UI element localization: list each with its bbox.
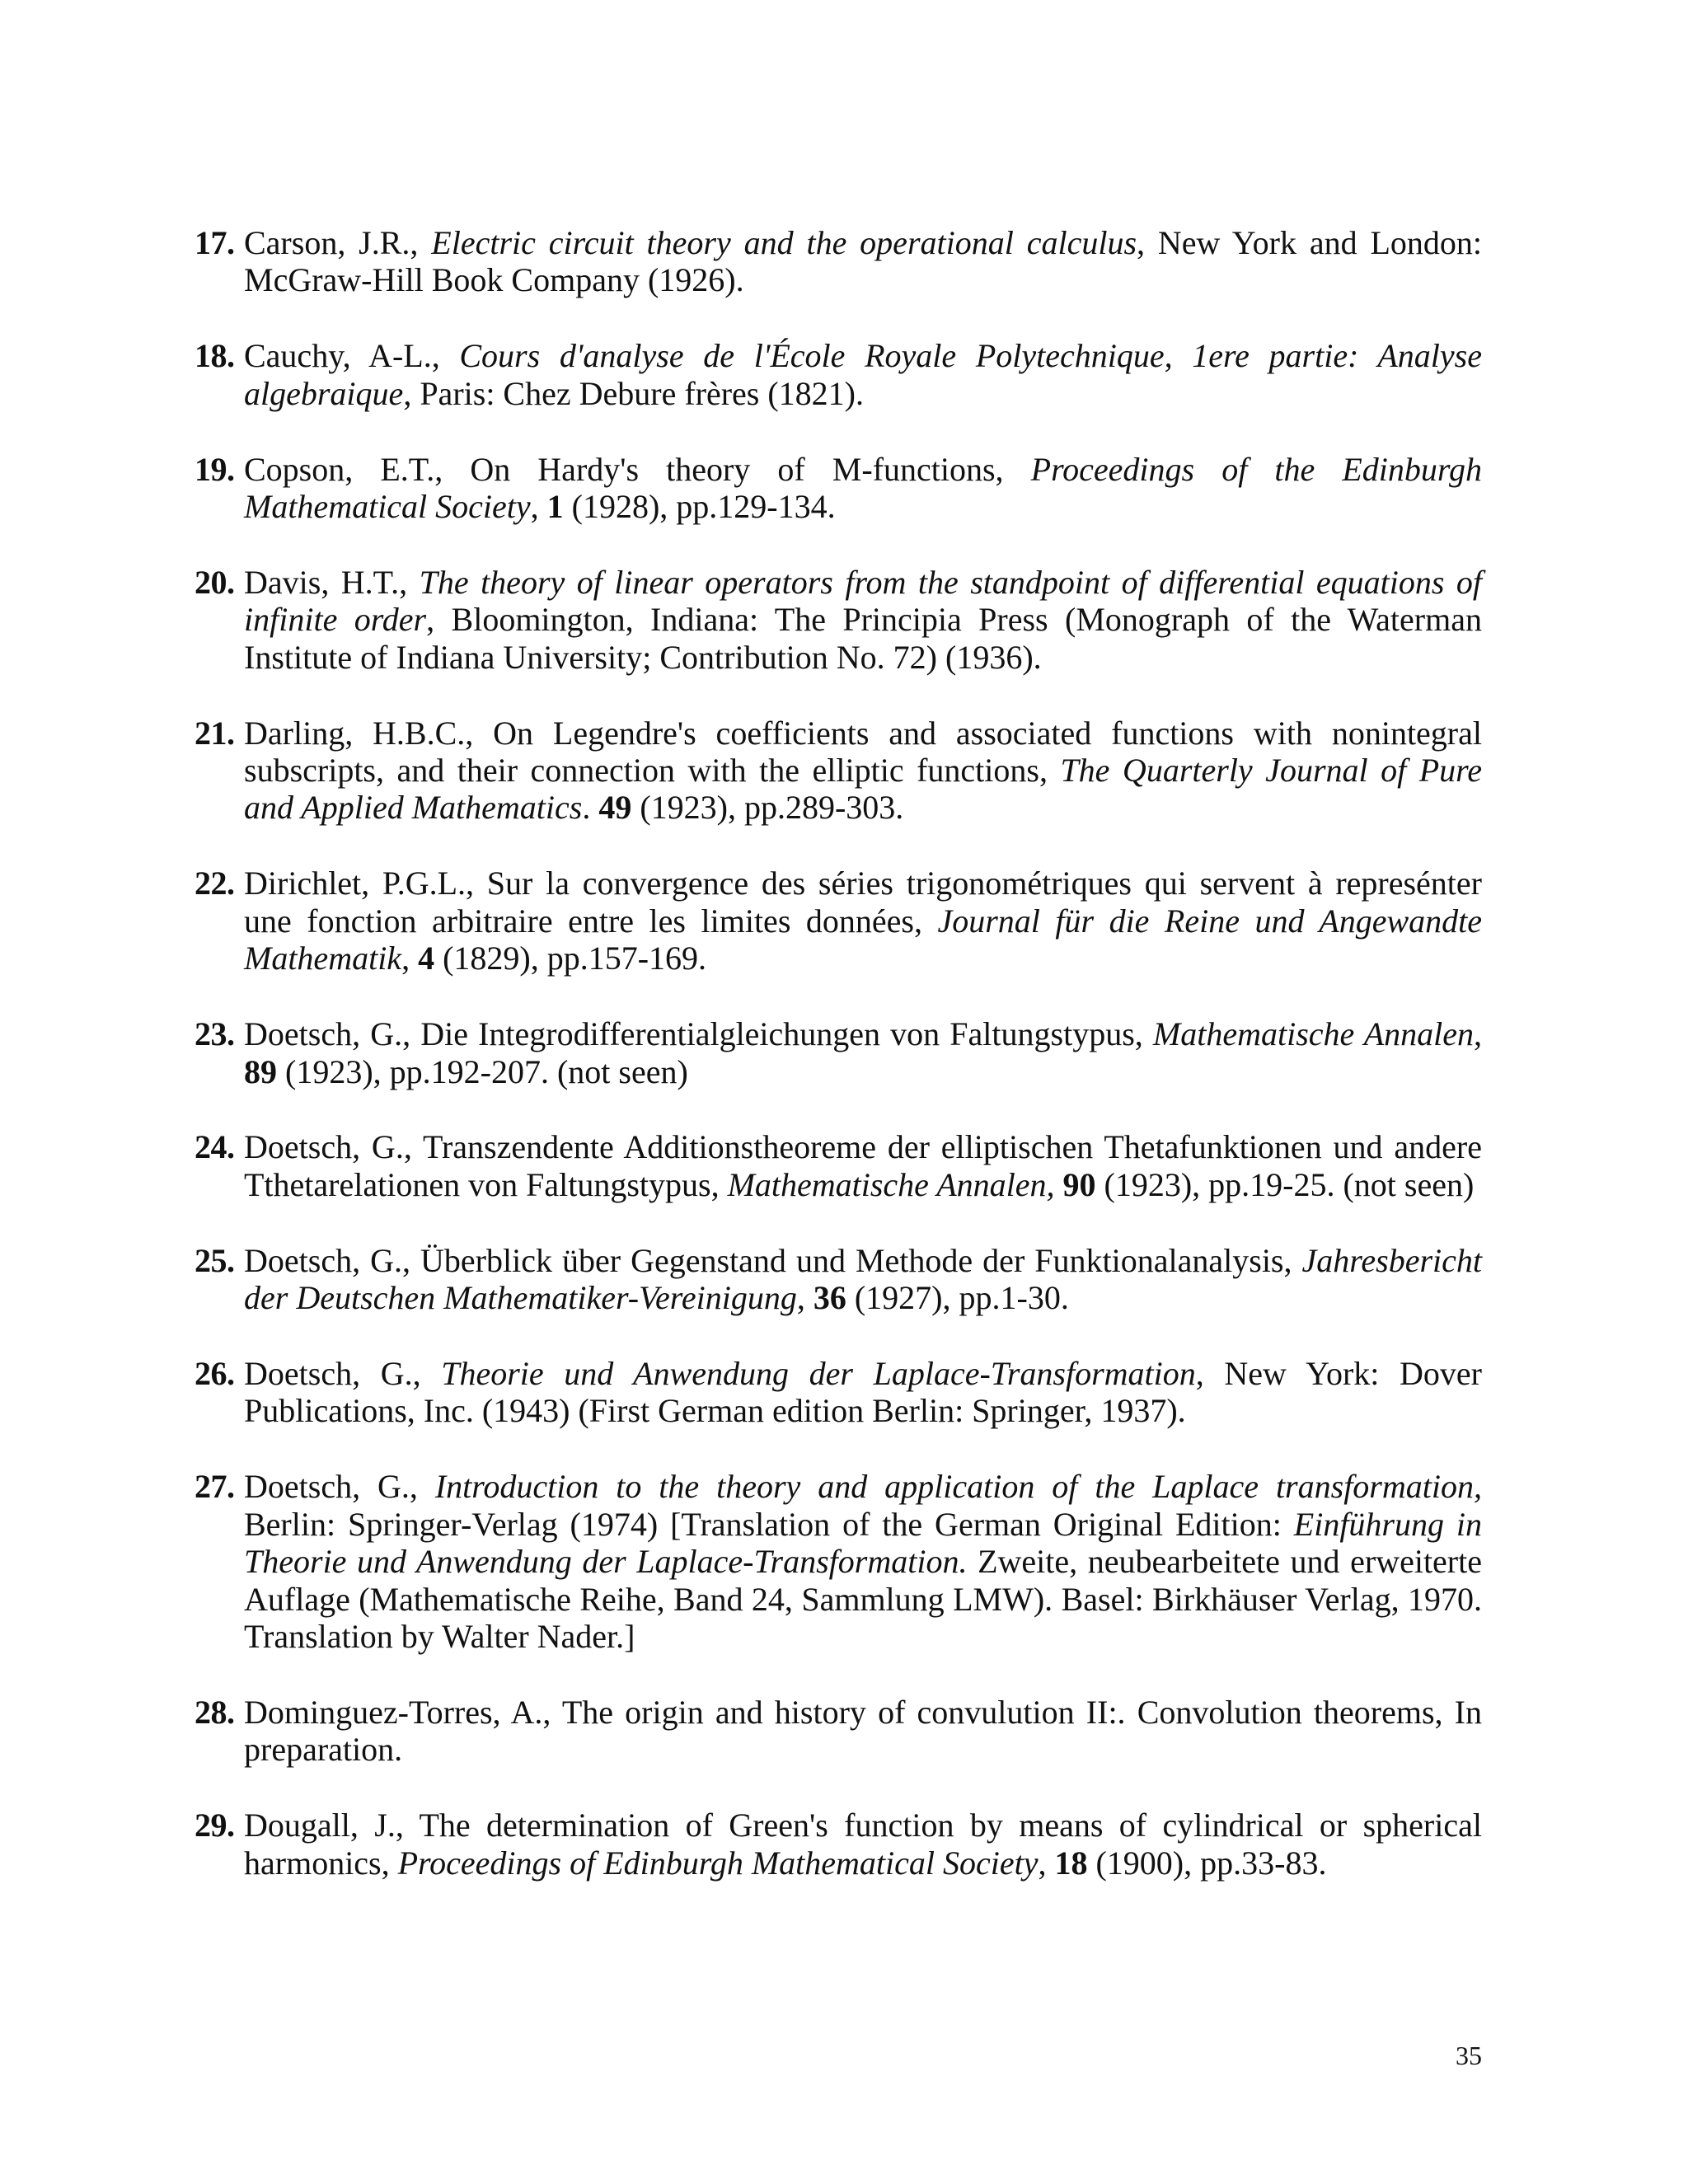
reference-volume: 4 xyxy=(418,940,435,977)
reference-italic-text: Proceedings of the Edinburgh Mathematical Society xyxy=(244,450,1482,526)
reference-plain-text: Doetsch, G., xyxy=(244,1355,442,1393)
reference-text xyxy=(244,1355,1482,1429)
reference-italic-text: Proceedings of Edinburgh Mathematical Society xyxy=(397,1844,1039,1882)
reference-italic-text: Cours d'analyse de l'École Royale Polytechnique, 1ere partie: Analyse algebraique xyxy=(244,337,1482,412)
reference-plain-text: , xyxy=(401,940,419,977)
reference-plain-text: , xyxy=(1474,1015,1483,1053)
reference-plain-text: , New York: Dover Publications, Inc. (1943) (First German edition Berlin: Springer, 1937). xyxy=(244,1355,1482,1430)
reference-number: 28 . xyxy=(195,1694,241,1731)
reference-number: 20 . xyxy=(195,564,241,601)
reference-number: 29 . xyxy=(195,1807,241,1844)
reference-volume: 1 xyxy=(546,488,564,526)
reference-plain-text: , xyxy=(796,1279,814,1317)
reference-plain-text: Doetsch, G., xyxy=(244,1468,435,1506)
reference-volume: 49 xyxy=(598,789,632,827)
reference-plain-text: , New York and London: McGraw-Hill Book Company (1926). xyxy=(244,224,1483,299)
reference-number: 25 . xyxy=(195,1242,241,1279)
reference-volume: 90 xyxy=(1062,1165,1096,1203)
reference-number: 19 . xyxy=(195,451,241,488)
reference-plain-text: Dirichlet, P.G.L., Sur la convergence des séries trigonométriques qui servent à represénter une fonction arbitraire entre les limites données, xyxy=(244,865,1482,940)
reference-plain-text: (1829), pp.157-169. xyxy=(434,940,707,977)
reference-plain-text: (1923), pp.19-25. (not seen) xyxy=(1095,1165,1475,1203)
reference-item xyxy=(195,1128,1482,1203)
reference-plain-text: Berlin: Springer-Verlag (1974) [Translation of the German Original Edition: xyxy=(244,1505,1294,1543)
reference-plain-text: (1927), pp.1-30. xyxy=(846,1279,1069,1317)
reference-text xyxy=(244,865,1482,977)
reference-item xyxy=(195,1242,1482,1317)
reference-plain-text: (1923), pp.192-207. (not seen) xyxy=(277,1052,688,1090)
reference-text xyxy=(244,337,1482,411)
reference-plain-text: , Bloomington, Indiana: The Principia Press (Monograph of the Waterman Institute of Indiana University; Contribution No. 72) (1936). xyxy=(244,601,1482,676)
reference-number: 24 . xyxy=(195,1128,241,1165)
reference-list xyxy=(195,224,1482,1920)
reference-number: 26 . xyxy=(195,1355,241,1392)
reference-italic-text: Mathematische Annalen xyxy=(1152,1015,1475,1053)
reference-number: 17 . xyxy=(195,224,241,261)
reference-plain-text: (1928), pp.129-134. xyxy=(563,488,836,526)
reference-number: 21 . xyxy=(195,715,241,752)
reference-item xyxy=(195,337,1482,412)
reference-item xyxy=(195,1694,1482,1769)
reference-plain-text: , xyxy=(1038,1844,1055,1882)
reference-italic-text: Mathematische Annalen, xyxy=(727,1165,1055,1203)
reference-plain-text: Davis, H.T., xyxy=(244,563,420,601)
reference-number: 23 . xyxy=(195,1015,241,1052)
reference-item xyxy=(195,1807,1482,1882)
reference-item xyxy=(195,865,1482,977)
reference-text xyxy=(244,1468,1482,1655)
reference-text xyxy=(244,715,1482,827)
reference-plain-text: , Paris: Chez Debure frères (1821). xyxy=(403,374,865,412)
reference-plain-text: Dougall, J., The determination of Green's function by means of cylindrical or spherical harmonics, xyxy=(244,1807,1482,1882)
reference-text xyxy=(244,564,1482,676)
reference-volume: 89 xyxy=(244,1052,277,1090)
reference-plain-text: , xyxy=(530,488,547,526)
reference-number: 27 . xyxy=(195,1468,241,1505)
reference-text xyxy=(244,451,1482,525)
reference-item xyxy=(195,715,1482,827)
reference-text xyxy=(244,1807,1482,1881)
reference-item xyxy=(195,1015,1482,1090)
reference-plain-text: Cauchy, A-L., xyxy=(244,337,460,375)
reference-plain-text: Darling, H.B.C., On Legendre's coefficients and associated functions with nonintegral subscripts, and their connection with the elliptic functions, xyxy=(244,714,1482,790)
reference-italic-text: Journal für die Reine und Angewandte Mathematik xyxy=(244,902,1482,977)
reference-text xyxy=(244,1242,1482,1316)
reference-italic-text: Electric circuit theory and the operational calculus xyxy=(431,224,1137,261)
reference-plain-text: Zweite, neubearbeitete und erweiterte Auflage (Mathematische Reihe, Band 24, Sammlung LMW). Basel: Birkhäuser Verlag, 1970. Translation by Walter Nader.] xyxy=(244,1543,1482,1655)
reference-item xyxy=(195,224,1482,299)
reference-italic-text: Jahresbericht der Deutschen Mathematiker-Vereinigung xyxy=(244,1241,1482,1317)
reference-plain-text: . xyxy=(582,789,599,827)
reference-text xyxy=(244,1015,1482,1090)
reference-italic-text: Introduction to the theory and application of the Laplace transformation, xyxy=(434,1468,1482,1506)
reference-plain-text: Carson, J.R., xyxy=(244,224,432,261)
reference-plain-text xyxy=(1055,1166,1063,1203)
reference-volume: 18 xyxy=(1054,1844,1088,1882)
reference-plain-text: Doetsch, G., Transzendente Additionstheoreme der elliptischen Thetafunktionen und andere Tthetarelationen von Faltungstypus, xyxy=(244,1128,1482,1203)
reference-text xyxy=(244,1128,1482,1202)
reference-item xyxy=(195,1355,1482,1430)
reference-plain-text: Doetsch, G., Überblick über Gegenstand und Methode der Funktionalanalysis, xyxy=(244,1241,1302,1279)
reference-italic-text: The Quarterly Journal of Pure and Applied Mathematics xyxy=(244,752,1482,827)
reference-plain-text: Dominguez-Torres, A., The origin and history of convulution II:. Convolution theorems, In preparation. xyxy=(244,1693,1482,1769)
reference-item xyxy=(195,564,1482,676)
page-number: 35 xyxy=(1456,2041,1482,2070)
reference-item xyxy=(195,451,1482,526)
reference-plain-text: Copson, E.T., On Hardy's theory of M-functions, xyxy=(244,450,1031,488)
reference-item xyxy=(195,1468,1482,1655)
reference-plain-text: (1900), pp.33-83. xyxy=(1087,1844,1327,1882)
reference-text xyxy=(244,224,1482,298)
reference-italic-text: Einführung in Theorie und Anwendung der Laplace-Transformation. xyxy=(244,1505,1483,1581)
reference-plain-text: Doetsch, G., Die Integrodifferentialgleichungen von Faltungstypus, xyxy=(244,1015,1153,1053)
reference-italic-text: Theorie und Anwendung der Laplace-Transformation xyxy=(441,1355,1196,1393)
reference-italic-text: The theory of linear operators from the standpoint of differential equations of infinite order xyxy=(244,563,1483,639)
reference-number: 18 . xyxy=(195,337,241,374)
reference-volume: 36 xyxy=(813,1279,846,1317)
reference-text xyxy=(244,1694,1482,1768)
reference-plain-text: (1923), pp.289-303. xyxy=(631,789,904,827)
reference-number: 22 . xyxy=(195,865,241,902)
